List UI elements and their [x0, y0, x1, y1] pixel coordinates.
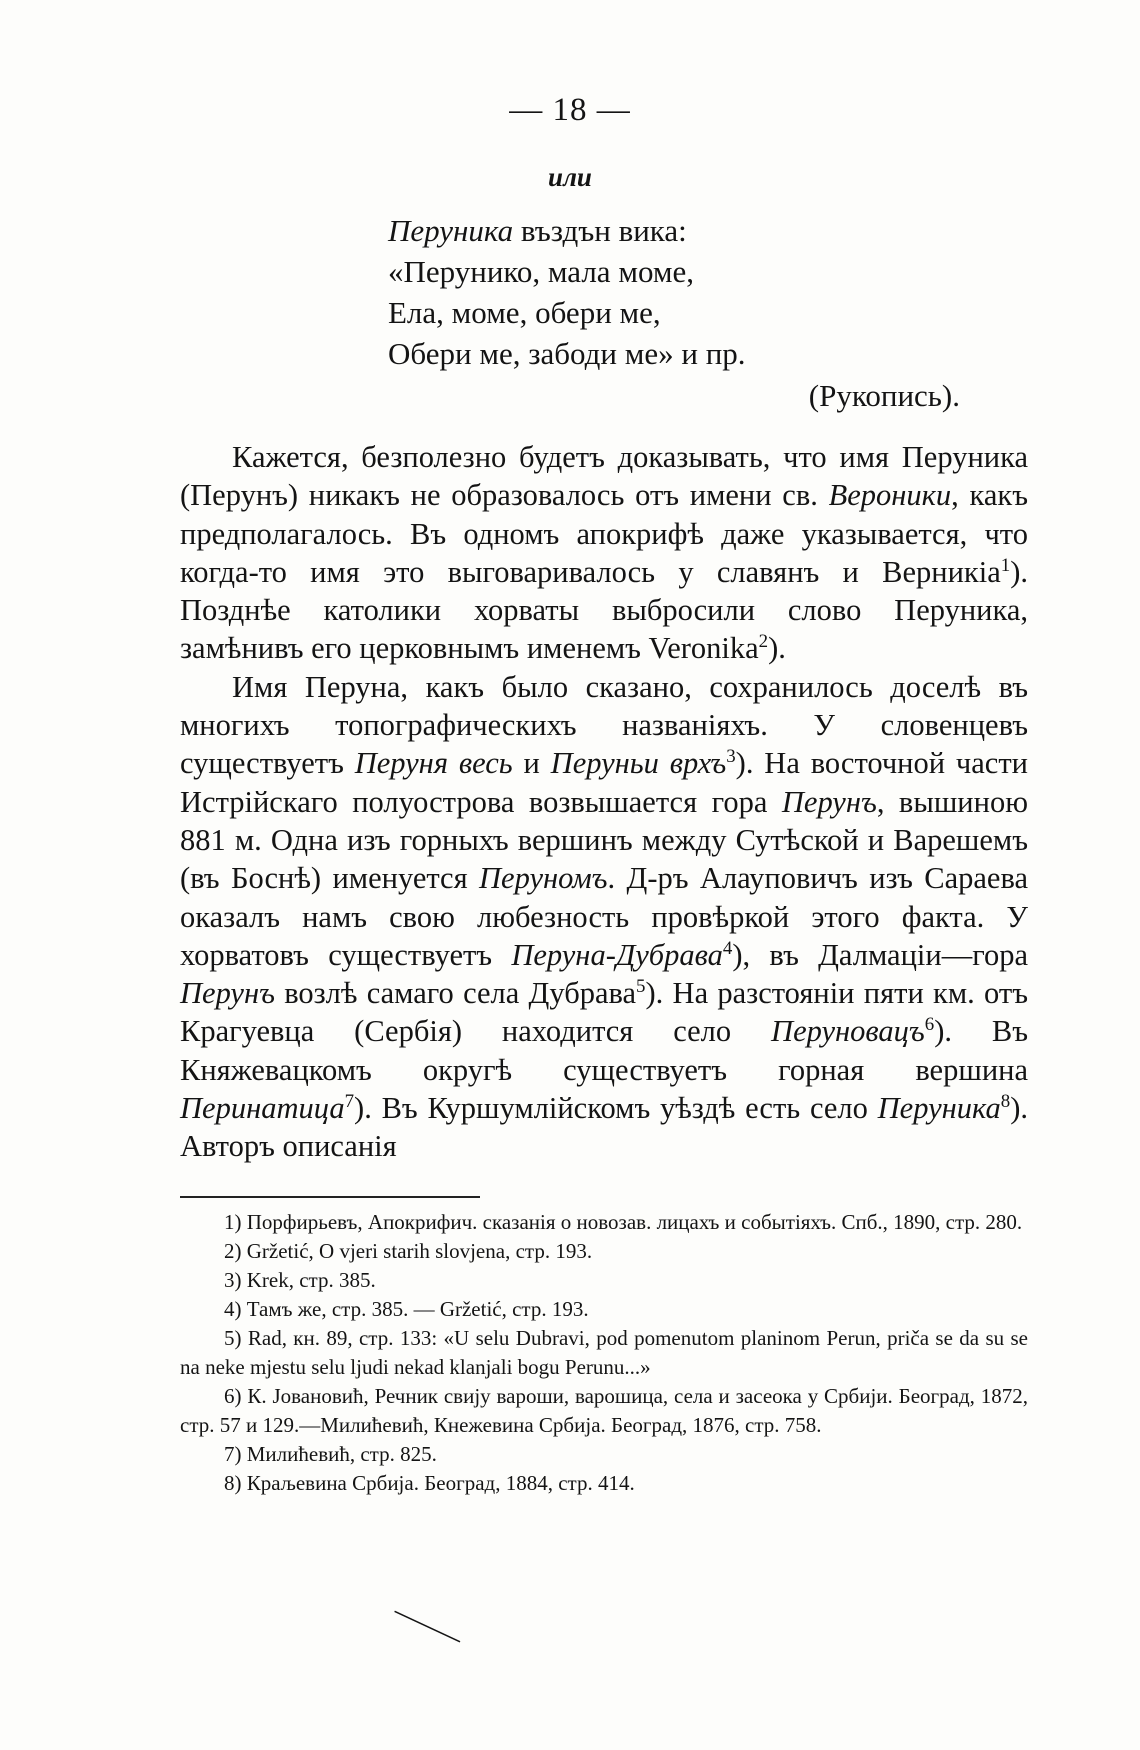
footnotes [180, 1208, 1028, 1498]
p1-text-a: Кажется, безполезно будетъ доказывать, что имя Перуника (Перунъ) никакъ не образовалось отъ имени св. [180, 440, 1028, 513]
verse-line-3: Ела, моме, обери ме, [388, 295, 661, 330]
p2-text-a: Имя Перуна, какъ было сказано, сохранилось доселѣ въ многихъ топографическихъ названiяхъ. У словенцевъ существуетъ [180, 669, 1028, 781]
p2-text-t: ). Авторъ описанiя [180, 1091, 1028, 1164]
p2-italic-s: Перуника [877, 1091, 1001, 1126]
p2-text-c: и [512, 746, 551, 781]
footnote-ref-5: 5 [636, 976, 646, 997]
p2-italic-q: Перинатица [180, 1091, 345, 1126]
footnote-ref-8: 8 [1000, 1090, 1011, 1112]
verse-line-1-rest: въздън вика: [513, 213, 687, 248]
p2-text-i: . Д-ръ Алауповичъ изъ Сараева оказалъ намъ свою любезность провѣркой этого факта. У хорватовъ существуетъ [180, 861, 1028, 972]
p2-text-r: ). Въ Куршумлiйскомъ уѣздѣ есть село [354, 1091, 878, 1126]
catchword-mark: ⸻ [387, 1594, 469, 1656]
p2-italic-f: Перунъ [781, 784, 877, 819]
p1-text-e: ). [768, 631, 786, 666]
footnote-2: 2) Gržetić, O vjeri starih slovjena, стр. 193. [224, 1239, 593, 1263]
footnote-ref-1: 1 [1000, 554, 1011, 576]
footnote-ref-6: 6 [924, 1014, 935, 1036]
footnote-ref-4: 4 [722, 937, 733, 959]
p1-italic-veroniki: Вероники [828, 478, 952, 513]
p2-italic-l: Перунъ [180, 976, 275, 1011]
verse-line-1-name: Перуника [388, 213, 514, 248]
p2-text-k: ), въ Далмацiи—гора [732, 937, 1028, 972]
page-number: — 18 — [509, 92, 631, 128]
footnote-ref-2: 2 [758, 631, 769, 653]
verse-line-1 [388, 210, 746, 251]
footnote-4: 4) Тамъ же, стр. 385. — Gržetić, стр. 193. [224, 1297, 589, 1321]
body-text [180, 438, 1028, 1166]
p2-italic-d: Перуньи врхъ [550, 746, 727, 781]
footnote-5: 5) Rad, кн. 89, стр. 133: «U selu Dubravi, pod pomenutom planinom Perun, priča se da su se na neke mjestu selu ljudi nekad klanjali bogu Perunu...» [180, 1326, 1028, 1379]
footnote-1: 1) Порфирьевъ, Апокрифич. сказанiя о новозав. лицахъ и событiяхъ. Спб., 1890, стр. 280. [224, 1210, 1023, 1234]
p2-text-n: ). На разстоянiи пяти км. отъ Крагуевца (Сербiя) находится село [180, 976, 1028, 1049]
paragraph-2 [180, 668, 1028, 1166]
footnote-6: 6) К. Јовановић, Речник свију вароши, варошица, села и засеока у Србији. Београд, 1872, стр. 57 и 129.—Милићевић, Кнежевина Србија. Београд, 1876, стр. 758. [180, 1384, 1028, 1437]
verse-block [388, 210, 746, 374]
verse-source: (Рукопись). [808, 378, 960, 413]
p2-text-p: ). Въ Княжевацкомъ округѣ существуетъ горная вершина [180, 1014, 1028, 1087]
p2-text-e: ). На восточной части Истрiйскаго полуострова возвышается гора [180, 746, 1028, 819]
footnote-8: 8) Краљевина Србија. Београд, 1884, стр. 414. [224, 1471, 635, 1495]
footnote-ref-3: 3 [726, 746, 736, 768]
p1-text-d: ). Позднѣе католики хорваты выбросили слово Перуника, замѣнивъ его церковнымъ именемъ Veronika [180, 554, 1028, 666]
verse-line-4: Обери ме, забоди ме» и пр. [388, 336, 746, 371]
verse-line-2: «Перунико, мала моме, [388, 254, 694, 289]
p2-italic-b: Перуня весь [354, 746, 513, 781]
separator-word: или [548, 162, 592, 192]
p2-text-m: возлѣ самаго села Дубрава [274, 976, 637, 1011]
footnote-ref-7: 7 [344, 1090, 355, 1112]
p2-italic-h: Перуномъ [479, 861, 608, 896]
p2-italic-o: Перуновацъ [771, 1014, 925, 1049]
p1-text-c: , какъ предполагалось. Въ одномъ апокрифѣ даже указывается, что когда-то имя это выговаривалось у славянъ и Верникiа [180, 478, 1029, 589]
p2-italic-j: Перуна-Дубрава [511, 937, 723, 972]
footnote-3: 3) Krek, стр. 385. [224, 1268, 376, 1292]
footnote-7: 7) Милићевић, стр. 825. [224, 1442, 437, 1466]
paragraph-1 [180, 438, 1028, 668]
p2-text-g: , вышиною 881 м. Одна изъ горныхъ вершинъ между Сутѣской и Варешемъ (въ Боснѣ) именуется [180, 784, 1028, 896]
footnote-divider [180, 1196, 480, 1198]
